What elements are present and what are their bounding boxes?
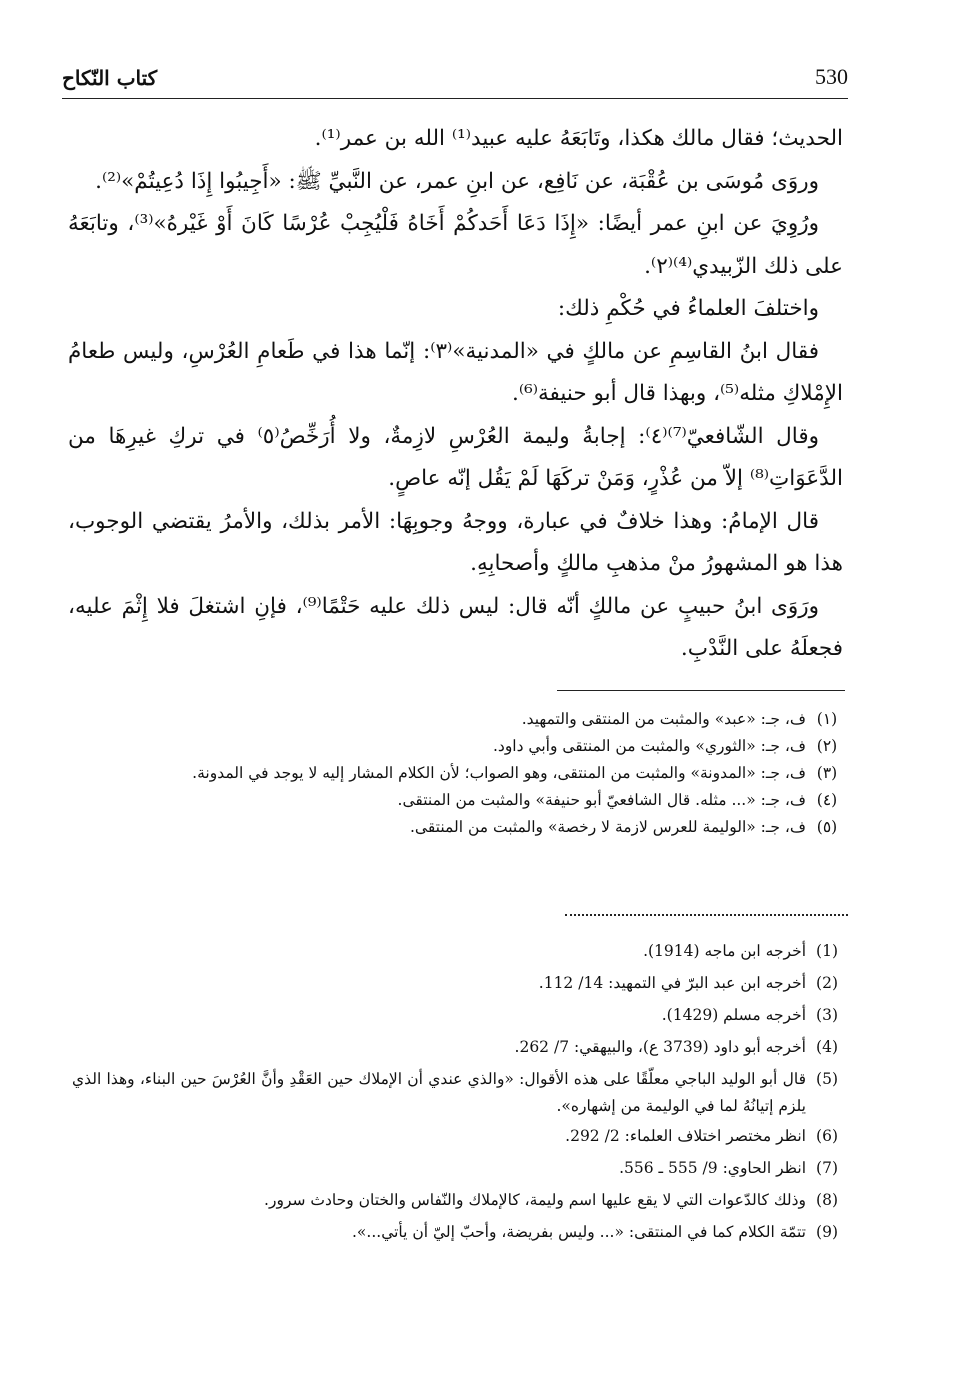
footnote-number: (4) — [816, 1038, 838, 1056]
footnote — [72, 1219, 848, 1246]
paragraph: وقال الشّافعيّ⁽⁷⁾⁽٤⁾: إجابةُ وليمة العُرْسِ لازِمةٌ، ولا أُرَخِّصُ⁽٥⁾ في تركِ غيرِهَا من الدَّعَوَاتِ⁽⁸⁾ إلاّ من عُذْرٍ، وَمَنْ تركَهَا لَمْ يَقُل إنّه عاصٍ. — [68, 423, 843, 491]
footnote-number: (٥) — [816, 818, 838, 836]
footnote — [72, 1155, 848, 1182]
footnote-text: انظر مختصر اختلاف العلماء: 2/ 292. — [565, 1127, 806, 1145]
footnote-number: (6) — [816, 1127, 838, 1145]
footnote-number: (٢) — [816, 737, 838, 755]
dotted-separator — [565, 914, 848, 916]
footnote-text: أخرجه ابن ماجه (1914). — [643, 942, 806, 960]
footnote — [72, 1066, 848, 1120]
page-number: 530 — [815, 64, 848, 89]
footnote — [72, 1034, 848, 1061]
footnote-text: ف، جـ: «عبد» والمثبت من المنتقى والتمهيد. — [521, 710, 806, 728]
source-notes — [72, 938, 848, 1251]
page-header — [62, 60, 848, 99]
paragraph: وروَى مُوسَى بن عُقْبَة، عن نَافِع، عن ابنِ عمر، عن النَّبيِّ ﷺ: «أَجِيبُوا إِذَا دُعِيتُمْ»⁽²⁾. — [95, 168, 819, 194]
footnote-text: قال أبو الوليد الباجي معلّقًا على هذه الأقوال: «والذي عندي أن الإملاك حين العَقْدِ وأنَّ العُرْسَ حين البناء، وهذا الذي يلزم إتيانُهُ لما في الوليمة من إشهاره». — [72, 1070, 806, 1115]
footnote — [72, 1123, 848, 1150]
footnote-text: وذلك كالدّعوات التي لا يقع عليها اسم وليمة، كالإملاك والنّفاس والختان وحادث سرور. — [264, 1191, 806, 1209]
footnote — [68, 760, 848, 787]
footnote-number: (2) — [816, 974, 838, 992]
footnote-number: (7) — [816, 1159, 838, 1177]
main-text — [68, 118, 843, 671]
footnote — [72, 970, 848, 997]
footnote — [68, 787, 848, 814]
paragraph: واختلفَ العلماءُ في حُكْمِ ذلك: — [557, 296, 819, 321]
paragraph: ورَوَى ابنُ حبيبٍ عن مالكٍ أنّه قال: ليس ذلك عليه حَتْمًا⁽⁹⁾، فإنِ اشتغلَ فلا إِثْمَ عليه، فجعلَهُ على النَّدْبِ. — [68, 593, 843, 661]
footnote-number: (3) — [816, 1006, 838, 1024]
paragraph: الحديث؛ فقال مالك هكذا، وتَابَعَهُ عليه عبيد⁽¹⁾ الله بن عمر⁽¹⁾. — [314, 126, 843, 151]
paragraph: فقال ابنُ القاسِمِ عن مالكٍ في «المدنية»⁽٣⁾: إنّما هذا في طَعامِ العُرْسِ، وليس طعامُ الإِمْلاكِ مثله⁽⁵⁾، وبهذا قال أبو حنيفة⁽⁶⁾. — [68, 338, 843, 406]
footnote-number: (5) — [816, 1070, 838, 1088]
footnote — [68, 814, 848, 841]
footnote-text: ف، جـ: «الثوري» والمثبت من المنتقى وأبي داود. — [492, 737, 806, 755]
footnote — [68, 733, 848, 760]
footnote-number: (١) — [816, 710, 838, 728]
running-title: كتاب النّكاح — [62, 66, 158, 90]
footnote-number: (1) — [816, 942, 838, 960]
footnote-text: ف، جـ: «... مثله. قال الشافعيّ أبو حنيفة» والمثبت من المنتقى. — [397, 791, 806, 809]
footnote-text: انظر الحاوي: 9/ 555 ـ 556. — [619, 1159, 806, 1177]
paragraph: ورُوِيَ عن ابنِ عمر أيضًا: «إِذَا دَعَا أَحَدكُمْ أَخَاهُ فَلْيُجِبْ عُرْسًا كَانَ أَوْ غَيْرهُ»⁽³⁾، وتابَعَهُ على ذلك الزّبيدي⁽⁴⁾⁽٢⁾. — [68, 211, 843, 279]
footnote-number: (9) — [816, 1223, 838, 1241]
footnote-text: أخرجه مسلم (1429). — [661, 1006, 806, 1024]
footnote-number: (8) — [816, 1191, 838, 1209]
footnote-text: ف، جـ: «المدونة» والمثبت من المنتقى، وهو الصواب؛ لأن الكلام المشار إليه لا يوجد في المدونة. — [192, 764, 806, 782]
footnote-number: (٤) — [816, 791, 838, 809]
variant-notes — [68, 706, 848, 841]
footnote — [72, 1002, 848, 1029]
footnote — [68, 706, 848, 733]
footnote-text: أخرجه أبو داود (3739 ع)، والبيهقي: 7/ 262. — [514, 1038, 806, 1056]
footnote-text: ف، جـ: «الوليمة للعرس لازمة لا رخصة» والمثبت من المنتقى. — [409, 818, 806, 836]
footnote — [72, 938, 848, 965]
footnote-text: تتمّة الكلام كما في المنتقى: «... وليس بفريضة، وأحبّ إليّ أن يأتي...». — [352, 1223, 806, 1241]
footnote — [72, 1187, 848, 1214]
footnote-text: أخرجه ابن عبد البرّ في التمهيد: 14/ 112. — [538, 974, 806, 992]
paragraph: قال الإمامُ: وهذا خلافٌ في عبارة، ووجهُ وجوبِهَا: الأمر بذلك، والأمرُ يقتضي الوجوب، هذا هو المشهورُ منْ مذهبِ مالكٍ وأصحابِهِ. — [68, 508, 843, 576]
footnote-number: (٣) — [816, 764, 838, 782]
footnote-separator — [557, 690, 845, 691]
